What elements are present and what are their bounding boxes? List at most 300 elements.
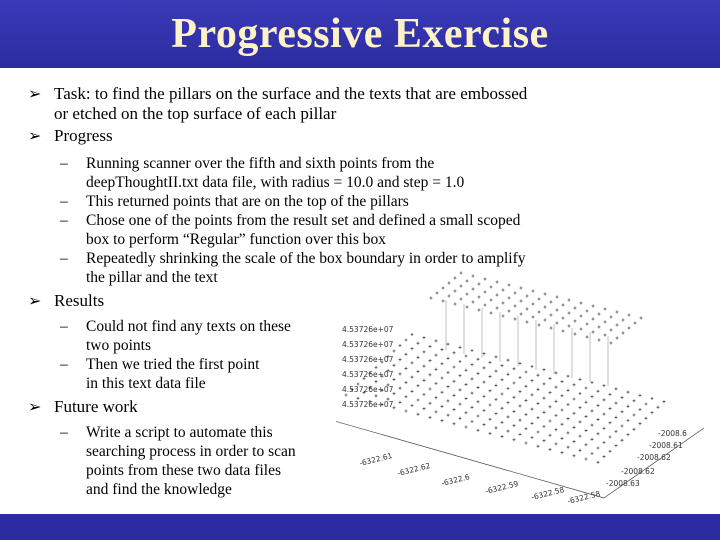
plot-point: [489, 375, 492, 378]
plot-point: [573, 398, 576, 401]
bullet-progress: [28, 126, 708, 146]
plot-point: [621, 396, 624, 399]
plot-point: [508, 310, 511, 313]
plot-point: [459, 346, 462, 349]
plot-point: [610, 342, 613, 345]
plot-point: [483, 409, 486, 412]
plot-point: [525, 442, 528, 445]
plot-point: [543, 411, 546, 414]
plot-point: [615, 387, 618, 390]
plot-point: [585, 415, 588, 418]
plot-point: [645, 417, 648, 420]
plot-point: [507, 373, 510, 376]
plot-point: [423, 365, 426, 368]
arrow-bullet-icon: ➢: [28, 397, 42, 416]
plot-point: [616, 311, 619, 314]
plot-point: [507, 401, 510, 404]
plot-point: [442, 287, 445, 290]
plot-point: [525, 399, 528, 402]
plot-point: [549, 448, 552, 451]
plot-point: [441, 405, 444, 408]
plot-point: [598, 313, 601, 316]
sub-bullet-line: deepThoughtII.txt data file, with radius = 10.0 and step = 1.0: [86, 174, 465, 191]
plot-point: [591, 395, 594, 398]
plot-point: [579, 420, 582, 423]
plot-point: [471, 406, 474, 409]
plot-point: [447, 385, 450, 388]
plot-point: [543, 397, 546, 400]
plot-point: [514, 318, 517, 321]
sub-bullet-line: points from these two data files: [86, 462, 281, 479]
plot-point: [585, 429, 588, 432]
plot-point: [507, 415, 510, 418]
plot-point: [447, 371, 450, 374]
plot-point: [519, 362, 522, 365]
plot-point: [472, 275, 475, 278]
plot-point: [549, 377, 552, 380]
bullet-task: [28, 84, 708, 124]
plot-point: [651, 397, 654, 400]
plot-point: [447, 343, 450, 346]
sub-bullet-line: the pillar and the text: [86, 269, 218, 286]
plot-point: [555, 428, 558, 431]
plot-point: [502, 315, 505, 318]
plot-point: [561, 380, 564, 383]
plot-point: [490, 312, 493, 315]
plot-point: [603, 455, 606, 458]
plot-point: [657, 406, 660, 409]
bottom-axis-label: -6322.61: [358, 451, 394, 468]
plot-point: [514, 305, 517, 308]
plot-point: [405, 353, 408, 356]
plot-point: [633, 399, 636, 402]
sub-bullet-line: box to perform “Regular” function over this box: [86, 231, 387, 248]
plot-point: [615, 416, 618, 419]
plot-point: [483, 366, 486, 369]
plot-point: [555, 371, 558, 374]
plot-point: [502, 289, 505, 292]
plot-point: [537, 374, 540, 377]
plot-point: [555, 442, 558, 445]
plot-point: [627, 419, 630, 422]
plot-point: [532, 316, 535, 319]
plot-point: [567, 389, 570, 392]
plot-point: [478, 309, 481, 312]
arrow-bullet-icon: ➢: [28, 84, 42, 103]
plot-point: [627, 405, 630, 408]
plot-point: [465, 383, 468, 386]
plot-point: [549, 420, 552, 423]
plot-point: [531, 379, 534, 382]
plot-point: [495, 398, 498, 401]
bullet-text-line: Task: to find the pillars on the surface and the texts that are embossed: [54, 84, 528, 103]
plot-point: [411, 390, 414, 393]
plot-point: [520, 300, 523, 303]
plot-point: [489, 404, 492, 407]
plot-point: [495, 355, 498, 358]
plot-point: [585, 401, 588, 404]
sub-bullet-line: in this text data file: [86, 375, 206, 392]
plot-point: [615, 444, 618, 447]
plot-point: [513, 410, 516, 413]
sub-bullet: [28, 211, 708, 249]
plot-point: [429, 373, 432, 376]
plot-point: [579, 378, 582, 381]
plot-point: [399, 401, 402, 404]
right-axis-label: -2008.62: [637, 453, 671, 462]
plot-point: [568, 299, 571, 302]
plot-point: [567, 417, 570, 420]
plot-point: [471, 377, 474, 380]
plot-point: [453, 380, 456, 383]
plot-point: [447, 399, 450, 402]
plot-point: [633, 414, 636, 417]
bottom-axis-label: -6322.58: [530, 485, 566, 502]
plot-point: [465, 355, 468, 358]
plot-point: [627, 433, 630, 436]
plot-point: [562, 330, 565, 333]
plot-point: [561, 409, 564, 412]
bottom-axis-label: -6322.58: [566, 489, 602, 506]
plot-point: [453, 422, 456, 425]
bullet-text: Progress: [54, 126, 113, 145]
plot-point: [496, 307, 499, 310]
plot-point: [442, 300, 445, 303]
plot-point: [465, 369, 468, 372]
plot-point: [604, 321, 607, 324]
plot-point: [579, 435, 582, 438]
plot-point: [477, 358, 480, 361]
plot-point: [471, 363, 474, 366]
right-axis-label: -2008.62: [621, 467, 655, 476]
plot-point: [417, 413, 420, 416]
plot-point: [430, 297, 433, 300]
plot-point: [489, 432, 492, 435]
z-tick-label: 4.53726e+07: [342, 385, 394, 394]
plot-point: [603, 398, 606, 401]
z-tick-label: 4.53726e+07: [342, 355, 394, 364]
plot-point: [609, 450, 612, 453]
plot-point: [597, 432, 600, 435]
sub-bullet-line: Repeatedly shrinking the scale of the box boundary in order to amplify: [86, 250, 526, 267]
plot-point: [573, 412, 576, 415]
plot-point: [580, 302, 583, 305]
plot-point: [477, 415, 480, 418]
plot-point: [465, 426, 468, 429]
plot-point: [610, 329, 613, 332]
plot-point: [579, 392, 582, 395]
sub-bullet-line: Then we tried the first point: [86, 356, 260, 373]
sub-bullet-line: This returned points that are on the top of the pillars: [86, 193, 409, 210]
plot-point: [471, 349, 474, 352]
bottom-axis-label: -6322.6: [440, 472, 471, 488]
plot-point: [543, 425, 546, 428]
plot-point: [460, 298, 463, 301]
plot-point: [663, 400, 666, 403]
plot-point: [639, 422, 642, 425]
plot-point: [645, 403, 648, 406]
plot-point: [591, 438, 594, 441]
plot-point: [597, 447, 600, 450]
plot-point: [429, 402, 432, 405]
plot-point: [519, 390, 522, 393]
plot-point: [393, 350, 396, 353]
plot-point: [507, 387, 510, 390]
plot-point: [423, 350, 426, 353]
plot-point: [477, 400, 480, 403]
plot-point: [549, 434, 552, 437]
right-axis-label: -2008.63: [606, 479, 640, 488]
plot-point: [447, 357, 450, 360]
plot-point: [399, 387, 402, 390]
plot-point: [435, 410, 438, 413]
slide-title: Progressive Exercise: [171, 11, 549, 57]
plot-point: [429, 345, 432, 348]
plot-point: [495, 370, 498, 373]
dash-icon: –: [60, 318, 68, 335]
plot-point: [454, 290, 457, 293]
plot-point: [567, 403, 570, 406]
plot-point: [448, 282, 451, 285]
arrow-bullet-icon: ➢: [28, 291, 42, 310]
plot-point: [496, 281, 499, 284]
plot-point: [609, 436, 612, 439]
plot-point: [597, 390, 600, 393]
right-axis-label: -2008.6: [658, 429, 687, 438]
plot-point: [484, 278, 487, 281]
plot-point: [621, 439, 624, 442]
plot-point: [556, 309, 559, 312]
plot-point: [441, 348, 444, 351]
plot-point: [375, 380, 378, 383]
plot-point: [519, 376, 522, 379]
plot-point: [621, 425, 624, 428]
plot-point: [411, 376, 414, 379]
plot-point: [454, 303, 457, 306]
bottom-axis-label: -6322.62: [396, 461, 432, 478]
plot-point: [585, 387, 588, 390]
plot-point: [423, 336, 426, 339]
plot-point: [466, 280, 469, 283]
plot-point: [543, 439, 546, 442]
plot-point: [609, 407, 612, 410]
plot-point: [429, 388, 432, 391]
plot-point: [411, 347, 414, 350]
plot-point: [466, 293, 469, 296]
plot-point: [405, 339, 408, 342]
plot-point: [531, 422, 534, 425]
plot-point: [471, 392, 474, 395]
plot-point: [537, 445, 540, 448]
plot-point: [417, 399, 420, 402]
plot-point: [519, 419, 522, 422]
plot-point: [592, 318, 595, 321]
plot-point: [513, 367, 516, 370]
plot-point: [435, 382, 438, 385]
plot-point: [483, 423, 486, 426]
plot-point: [477, 372, 480, 375]
plot-point: [489, 418, 492, 421]
plot-point: [567, 375, 570, 378]
plot-point: [615, 402, 618, 405]
plot-point: [460, 272, 463, 275]
plot-point: [598, 326, 601, 329]
plot-point: [543, 382, 546, 385]
plot-point: [520, 287, 523, 290]
sub-bullet-line: Chose one of the points from the result set and defined a small scoped: [86, 212, 521, 229]
plot-point: [478, 296, 481, 299]
plot-point: [586, 323, 589, 326]
plot-point: [597, 418, 600, 421]
plot-point: [580, 328, 583, 331]
plot-point: [574, 307, 577, 310]
z-tick-label: 4.53726e+07: [342, 340, 394, 349]
plot-point: [478, 283, 481, 286]
plot-point: [454, 277, 457, 280]
plot-point: [453, 351, 456, 354]
plot-point: [592, 331, 595, 334]
plot-point: [459, 360, 462, 363]
plot-point: [447, 414, 450, 417]
sub-bullet-line: Write a script to automate this: [86, 424, 273, 441]
dash-icon: –: [60, 193, 68, 210]
plot-point: [531, 393, 534, 396]
plot-point: [567, 446, 570, 449]
3d-scatter-plot: [336, 270, 716, 508]
plot-point: [591, 452, 594, 455]
plot-point: [495, 384, 498, 387]
plot-point: [484, 304, 487, 307]
sub-bullet-line: searching process in order to scan: [86, 443, 296, 460]
plot-point: [513, 424, 516, 427]
bottom-bar: [0, 514, 720, 540]
plot-point: [639, 408, 642, 411]
plot-point: [628, 314, 631, 317]
plot-point: [555, 400, 558, 403]
plot-point: [472, 288, 475, 291]
plot-point: [627, 391, 630, 394]
plot-point: [466, 306, 469, 309]
plot-point: [615, 430, 618, 433]
plot-point: [586, 310, 589, 313]
plot-point: [555, 414, 558, 417]
plot-point: [651, 411, 654, 414]
plot-point: [597, 404, 600, 407]
dash-icon: –: [60, 155, 68, 172]
plot-point: [513, 396, 516, 399]
plot-point: [405, 367, 408, 370]
plot-point: [411, 404, 414, 407]
dash-icon: –: [60, 424, 68, 441]
plot-point: [477, 386, 480, 389]
sub-bullet: [28, 154, 708, 192]
arrow-bullet-icon: ➢: [28, 126, 42, 145]
plot-point: [526, 295, 529, 298]
plot-point: [604, 334, 607, 337]
plot-point: [603, 384, 606, 387]
plot-point: [603, 441, 606, 444]
plot-point: [441, 362, 444, 365]
plot-point: [597, 461, 600, 464]
plot-point: [423, 407, 426, 410]
plot-point: [483, 395, 486, 398]
plot-point: [465, 411, 468, 414]
plot-point: [640, 317, 643, 320]
plot-point: [375, 394, 378, 397]
plot-points: [345, 272, 666, 464]
bullet-text: Future work: [54, 397, 138, 416]
plot-point: [501, 393, 504, 396]
plot-point: [550, 301, 553, 304]
plot-point: [501, 407, 504, 410]
bullet-text-line: or etched on the top surface of each pillar: [54, 104, 337, 123]
plot-point: [471, 420, 474, 423]
plot-point: [477, 429, 480, 432]
plot-point: [501, 421, 504, 424]
plot-point: [423, 379, 426, 382]
plot-point: [538, 324, 541, 327]
plot-point: [417, 384, 420, 387]
plot-point: [579, 449, 582, 452]
sub-bullet-line: Could not find any texts on these: [86, 318, 291, 335]
dash-icon: –: [60, 212, 68, 229]
plot-point: [544, 293, 547, 296]
plot-point: [579, 406, 582, 409]
plot-point: [436, 292, 439, 295]
plot-point: [508, 297, 511, 300]
plot-point: [591, 424, 594, 427]
plot-point: [489, 361, 492, 364]
plot-point: [405, 395, 408, 398]
plot-point: [525, 385, 528, 388]
plot-point: [483, 352, 486, 355]
plot-point: [609, 421, 612, 424]
plot-point: [561, 423, 564, 426]
plot-point: [603, 413, 606, 416]
plot-point: [435, 339, 438, 342]
plot-point: [604, 308, 607, 311]
plot-point: [459, 417, 462, 420]
plot-point: [484, 291, 487, 294]
z-tick-label: 4.53726e+07: [342, 370, 394, 379]
bottom-axis-label: -6322.59: [484, 479, 520, 496]
plot-point: [465, 397, 468, 400]
plot-point: [598, 339, 601, 342]
plot-point: [525, 371, 528, 374]
plot-point: [448, 295, 451, 298]
plot-point: [622, 332, 625, 335]
plot-point: [561, 451, 564, 454]
plot-point: [531, 436, 534, 439]
plot-point: [375, 366, 378, 369]
plot-point: [561, 394, 564, 397]
sub-bullet: [28, 192, 708, 211]
plot-point: [519, 404, 522, 407]
plot-point: [507, 430, 510, 433]
plot-point: [490, 286, 493, 289]
sub-bullet-line: and find the knowledge: [86, 481, 232, 498]
plot-point: [502, 302, 505, 305]
plot-point: [537, 431, 540, 434]
sub-bullet-line: Running scanner over the fifth and sixth points from the: [86, 155, 435, 172]
plot-point: [460, 285, 463, 288]
plot-point: [562, 317, 565, 320]
plot-point: [591, 409, 594, 412]
plot-point: [573, 383, 576, 386]
plot-point: [603, 427, 606, 430]
title-bar: [0, 0, 720, 68]
plot-point: [574, 333, 577, 336]
